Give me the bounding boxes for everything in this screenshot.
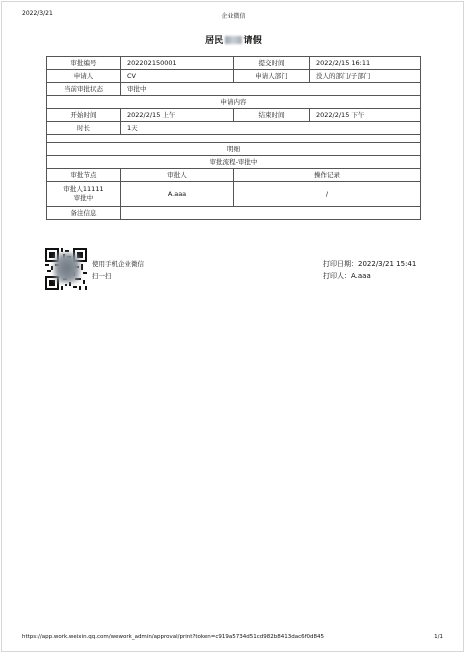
table-row bbox=[47, 207, 421, 220]
node-cell bbox=[47, 182, 121, 207]
print-date: 打印日期：2022/3/21 15:41 bbox=[323, 260, 417, 268]
end-time-value: 2022/2/15 下午 bbox=[310, 109, 421, 122]
start-time-label: 开始时间 bbox=[47, 109, 121, 122]
footer-page-number: 1/1 bbox=[434, 634, 443, 640]
redacted-name bbox=[225, 36, 242, 44]
title-suffix: 请假 bbox=[243, 36, 262, 46]
start-time-value: 2022/2/15 上午 bbox=[121, 109, 234, 122]
end-time-label: 结束时间 bbox=[234, 109, 310, 122]
status-value: 审批中 bbox=[121, 83, 421, 96]
approval-no-label: 审批编号 bbox=[47, 57, 121, 70]
duration-label: 时长 bbox=[47, 122, 121, 135]
node-status: 审批中 bbox=[73, 194, 94, 202]
col-node-header: 审批节点 bbox=[47, 169, 121, 182]
remark-value bbox=[121, 207, 421, 220]
submit-time-label: 提交时间 bbox=[234, 57, 310, 70]
remark-label: 备注信息 bbox=[47, 207, 121, 220]
approval-form-table bbox=[46, 56, 421, 220]
table-row bbox=[47, 96, 421, 109]
table-row bbox=[47, 83, 421, 96]
dept-label: 申请人部门 bbox=[234, 70, 310, 83]
approval-no-value: 202202150001 bbox=[121, 57, 234, 70]
qr-blur-mask bbox=[54, 253, 80, 283]
detail-heading: 明细 bbox=[47, 143, 421, 156]
document-title bbox=[0, 33, 467, 46]
dept-value: 没人的部门/子部门 bbox=[310, 70, 421, 83]
table-row bbox=[47, 156, 421, 169]
table-row bbox=[47, 70, 421, 83]
header-date: 2022/3/21 bbox=[22, 10, 53, 17]
flow-heading: 审批流程-审批中 bbox=[47, 156, 421, 169]
title-prefix: 居民 bbox=[205, 36, 224, 46]
col-approver-header: 审批人 bbox=[121, 169, 234, 182]
content-heading: 申请内容 bbox=[47, 96, 421, 109]
footer-url: https://app.work.weixin.qq.com/wework_admin/approval/print?token=c919a5734d51cd982b8413dac6f0d845 bbox=[22, 634, 325, 640]
duration-value: 1天 bbox=[121, 122, 421, 135]
table-row bbox=[47, 122, 421, 135]
col-record-header: 操作记录 bbox=[234, 169, 421, 182]
submit-time-value: 2022/2/15 16:11 bbox=[310, 57, 421, 70]
table-row bbox=[47, 57, 421, 70]
blank-row bbox=[47, 135, 421, 143]
table-row bbox=[47, 109, 421, 122]
printer-name: 打印人：A.aaa bbox=[323, 272, 371, 280]
header-app-name: 企业微信 bbox=[221, 13, 246, 20]
approver-value: A.aaa bbox=[121, 182, 234, 207]
status-label: 当前审批状态 bbox=[47, 83, 121, 96]
record-value: / bbox=[234, 182, 421, 207]
applicant-value: CV bbox=[121, 70, 234, 83]
table-row bbox=[47, 143, 421, 156]
table-row bbox=[47, 169, 421, 182]
qr-hint-line1: 使用手机企业微信 bbox=[92, 260, 144, 268]
table-row bbox=[47, 135, 421, 143]
qr-hint-line2: 扫一扫 bbox=[92, 272, 112, 280]
node-name: 审批人11111 bbox=[63, 185, 104, 193]
applicant-label: 申请人 bbox=[47, 70, 121, 83]
table-row bbox=[47, 182, 421, 207]
